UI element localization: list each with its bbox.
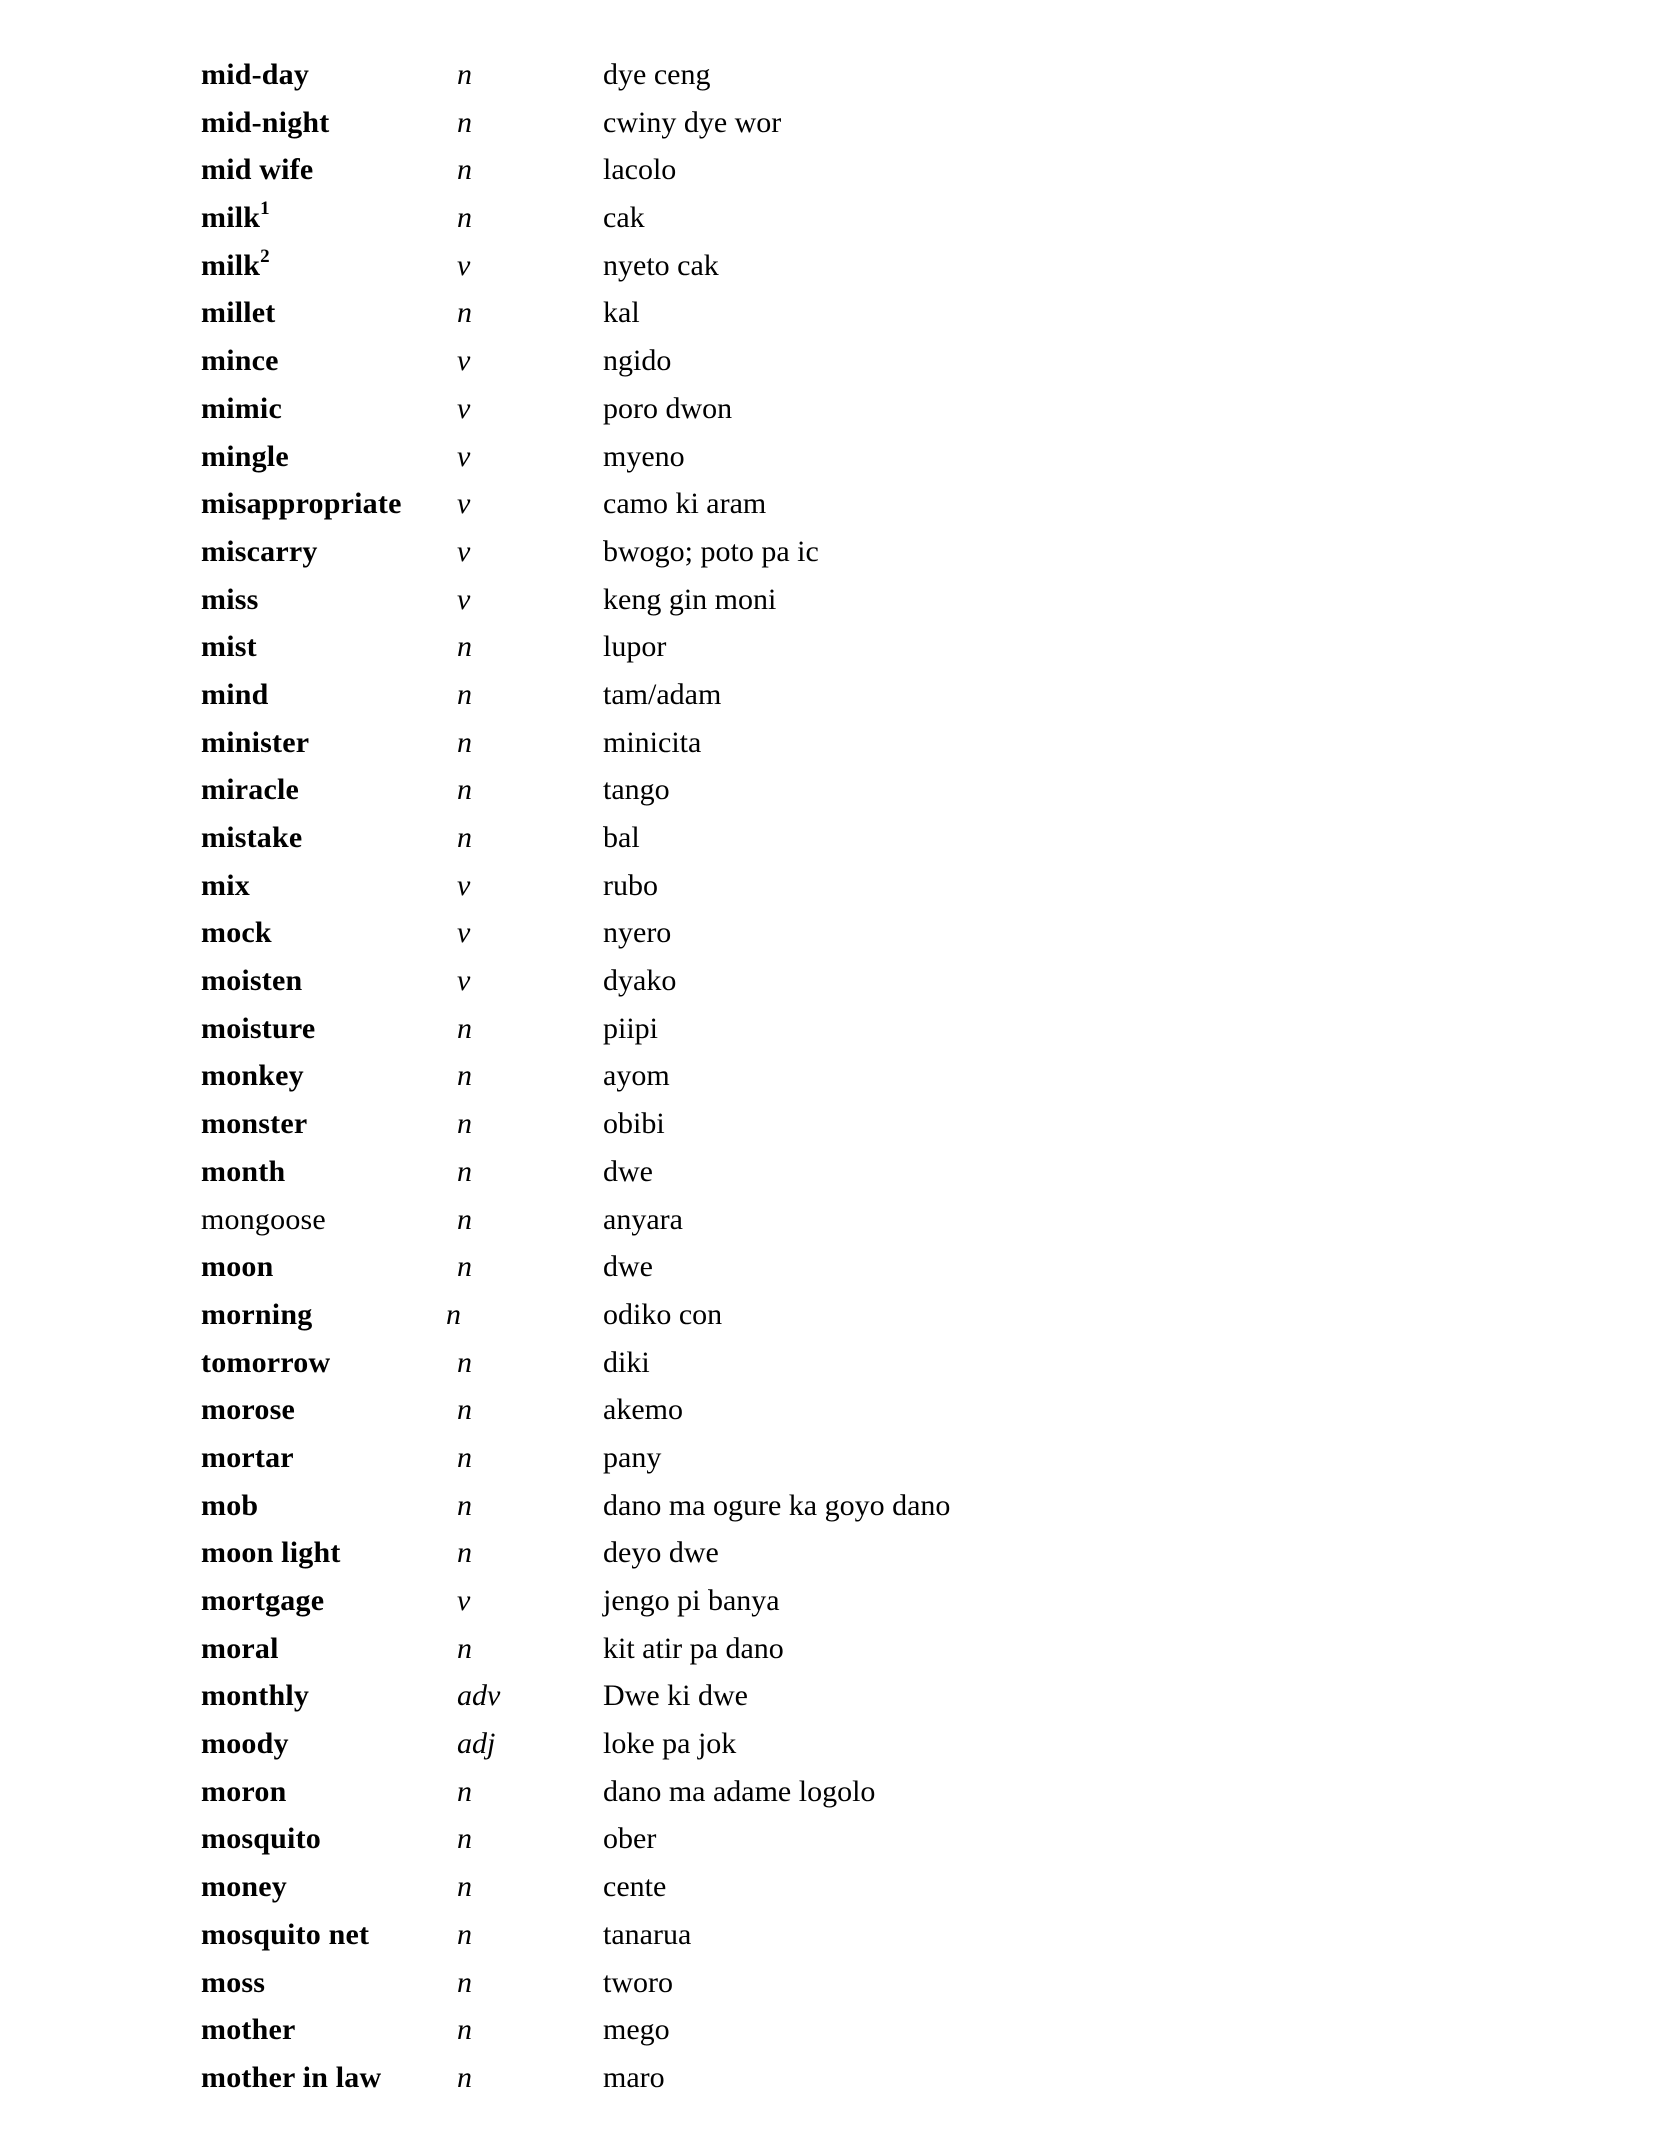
translation-text: tanarua	[603, 1917, 692, 1951]
headword	[201, 1911, 369, 1959]
dictionary-entry-row	[0, 1052, 1654, 1100]
translation-text: Dwe ki dwe	[603, 1679, 748, 1713]
translation-text: lacolo	[603, 153, 677, 187]
part-of-speech-label: n	[457, 2060, 472, 2094]
headword-text: mid-night	[201, 105, 330, 139]
headword-text: mimic	[201, 391, 282, 425]
headword	[201, 99, 330, 147]
part-of-speech-label: n	[457, 725, 472, 759]
headword-text: mosquito net	[201, 1917, 370, 1951]
translation-text: dye ceng	[603, 58, 711, 91]
part-of-speech-label: n	[457, 677, 472, 711]
headword-text: mid-day	[201, 58, 310, 91]
dictionary-entry-row	[0, 1196, 1654, 1244]
translation-text: pany	[603, 1440, 662, 1474]
part-of-speech-label: v	[457, 534, 471, 568]
dictionary-entry-row	[0, 1577, 1654, 1625]
headword	[201, 1386, 295, 1434]
headword	[201, 1482, 258, 1530]
headword-text: monkey	[201, 1059, 304, 1093]
dictionary-entry-row	[0, 1672, 1654, 1720]
dictionary-entry-row	[0, 957, 1654, 1005]
translation-text: kit atir pa dano	[603, 1631, 784, 1665]
dictionary-entry-row	[0, 1482, 1654, 1530]
headword	[201, 671, 269, 719]
translation-text: nyeto cak	[603, 248, 719, 282]
part-of-speech-label: n	[457, 1393, 472, 1427]
headword-text: mist	[201, 630, 257, 664]
part-of-speech-label: v	[457, 248, 471, 282]
translation-text: dano ma adame logolo	[603, 1774, 876, 1808]
translation-text: ngido	[603, 344, 672, 378]
homonym-number-superscript: 1	[260, 198, 270, 220]
dictionary-entry-row	[0, 99, 1654, 147]
translation-text: loke pa jok	[603, 1727, 737, 1761]
headword-text: miracle	[201, 773, 300, 807]
dictionary-entry-row	[0, 1815, 1654, 1863]
headword-text: mongoose	[201, 1202, 326, 1236]
translation-text: dyako	[603, 964, 677, 998]
headword-text: moral	[201, 1631, 279, 1665]
part-of-speech-label: v	[457, 964, 471, 998]
part-of-speech-label: n	[457, 105, 472, 139]
translation-text: dano ma ogure ka goyo dano	[603, 1488, 951, 1522]
dictionary-entry-row	[0, 1863, 1654, 1911]
dictionary-entry-row	[0, 814, 1654, 862]
dictionary-entry-row	[0, 1720, 1654, 1768]
translation-text: piipi	[603, 1011, 659, 1045]
headword	[201, 957, 302, 1005]
headword	[201, 1768, 286, 1816]
dictionary-entry-row	[0, 2006, 1654, 2054]
dictionary-entry-row	[0, 1529, 1654, 1577]
headword	[201, 1148, 285, 1196]
part-of-speech-label: v	[457, 487, 471, 521]
headword	[201, 1720, 289, 1768]
dictionary-entry-row	[0, 146, 1654, 194]
dictionary-entry-row	[0, 337, 1654, 385]
headword	[201, 766, 299, 814]
headword-text: millet	[201, 296, 276, 330]
headword-text: moss	[201, 1965, 266, 1999]
headword-text: mid wife	[201, 153, 314, 187]
translation-text: cak	[603, 201, 645, 235]
headword	[201, 337, 279, 385]
dictionary-entry-row	[0, 671, 1654, 719]
headword-text: moon light	[201, 1536, 341, 1570]
headword	[201, 2054, 381, 2102]
dictionary-entry-row	[0, 51, 1654, 99]
part-of-speech-label: n	[446, 1297, 461, 1331]
headword-text: milk	[201, 201, 261, 235]
translation-text: mego	[603, 2013, 670, 2047]
headword	[201, 2006, 296, 2054]
dictionary-entry-row	[0, 1434, 1654, 1482]
headword	[201, 1100, 307, 1148]
headword	[201, 1577, 324, 1625]
translation-text: dwe	[603, 1250, 653, 1284]
dictionary-entry-row	[0, 1768, 1654, 1816]
part-of-speech-label: v	[457, 344, 471, 378]
headword-text: mock	[201, 916, 272, 950]
dictionary-entry-row	[0, 862, 1654, 910]
part-of-speech-label: n	[457, 2013, 472, 2047]
translation-text: lupor	[603, 630, 667, 664]
part-of-speech-label: n	[457, 1107, 472, 1141]
headword-text: mingle	[201, 439, 289, 473]
headword	[201, 862, 250, 910]
part-of-speech-label: v	[457, 916, 471, 950]
headword-text: mix	[201, 868, 250, 902]
part-of-speech-label: n	[457, 1250, 472, 1284]
headword-text: mortgage	[201, 1584, 325, 1617]
headword	[201, 1196, 326, 1244]
headword	[201, 576, 258, 624]
headword	[201, 528, 318, 576]
part-of-speech-label: n	[457, 773, 472, 807]
headword	[201, 146, 313, 194]
headword	[201, 1529, 341, 1577]
dictionary-entry-row	[0, 1148, 1654, 1196]
headword	[201, 1959, 265, 2007]
headword	[201, 51, 309, 99]
dictionary-entry-row	[0, 1911, 1654, 1959]
part-of-speech-label: n	[457, 1154, 472, 1188]
part-of-speech-label: n	[457, 1345, 472, 1379]
headword-text: month	[201, 1154, 286, 1188]
part-of-speech-label: v	[457, 1584, 471, 1617]
dictionary-entry-row	[0, 1243, 1654, 1291]
translation-text: ober	[603, 1822, 657, 1856]
headword-text: misappropriate	[201, 487, 402, 521]
headword	[201, 289, 276, 337]
headword-text: milk	[201, 248, 261, 282]
headword	[201, 1339, 330, 1387]
entry-list	[0, 51, 1654, 2102]
dictionary-entry-row	[0, 766, 1654, 814]
part-of-speech-label: v	[457, 868, 471, 902]
translation-text: obibi	[603, 1107, 665, 1141]
headword	[201, 1005, 315, 1053]
translation-text: camo ki aram	[603, 487, 767, 521]
part-of-speech-label: n	[457, 153, 472, 187]
part-of-speech-label: v	[457, 391, 471, 425]
translation-text: poro dwon	[603, 391, 733, 425]
dictionary-entry-row	[0, 1625, 1654, 1673]
dictionary-entry-row	[0, 909, 1654, 957]
part-of-speech-label: n	[457, 1917, 472, 1951]
headword	[201, 1434, 294, 1482]
headword-text: mince	[201, 344, 279, 378]
translation-text: anyara	[603, 1202, 683, 1236]
translation-text: tam/adam	[603, 677, 722, 711]
part-of-speech-label: v	[457, 439, 471, 473]
headword	[201, 1815, 321, 1863]
headword-text: monster	[201, 1107, 308, 1141]
translation-text: dwe	[603, 1154, 653, 1188]
part-of-speech-label: n	[457, 201, 472, 235]
headword	[201, 909, 272, 957]
part-of-speech-label: n	[457, 1822, 472, 1856]
part-of-speech-label: n	[457, 1202, 472, 1236]
headword-text: minister	[201, 725, 310, 759]
translation-text: tworo	[603, 1965, 673, 1999]
headword-text: tomorrow	[201, 1345, 331, 1379]
part-of-speech-label: adv	[457, 1679, 501, 1713]
part-of-speech-label: n	[457, 1965, 472, 1999]
dictionary-entry-row	[0, 194, 1654, 242]
dictionary-entry-row	[0, 242, 1654, 290]
translation-text: rubo	[603, 868, 658, 902]
headword	[201, 480, 402, 528]
part-of-speech-label: n	[457, 821, 472, 854]
dictionary-entry-row	[0, 1386, 1654, 1434]
translation-text: tango	[603, 773, 670, 807]
translation-text: akemo	[603, 1393, 683, 1427]
headword	[201, 242, 270, 290]
headword	[201, 194, 270, 242]
headword-text: mosquito	[201, 1822, 321, 1856]
headword-text: moisture	[201, 1011, 316, 1045]
translation-text: deyo dwe	[603, 1536, 719, 1570]
part-of-speech-label: n	[457, 1059, 472, 1093]
headword-text: moron	[201, 1774, 287, 1808]
translation-text: jengo pi banya	[603, 1584, 780, 1617]
headword-text: miss	[201, 582, 259, 616]
headword	[201, 814, 302, 862]
part-of-speech-label: n	[457, 1536, 472, 1570]
headword	[201, 719, 309, 767]
headword-text: moon	[201, 1250, 274, 1284]
dictionary-entry-row	[0, 1959, 1654, 2007]
dictionary-entry-row	[0, 1291, 1654, 1339]
part-of-speech-label: n	[457, 1488, 472, 1522]
translation-text: bal	[603, 821, 640, 854]
headword-text: moody	[201, 1727, 289, 1761]
part-of-speech-label: n	[457, 1631, 472, 1665]
headword-text: mortar	[201, 1440, 294, 1474]
dictionary-entry-row	[0, 385, 1654, 433]
dictionary-entry-row	[0, 623, 1654, 671]
headword-text: mind	[201, 677, 269, 711]
translation-text: ayom	[603, 1059, 670, 1093]
dictionary-entry-row	[0, 528, 1654, 576]
part-of-speech-label: n	[457, 58, 472, 91]
headword-text: mob	[201, 1488, 259, 1522]
dictionary-entry-row	[0, 1339, 1654, 1387]
translation-text: diki	[603, 1345, 650, 1379]
headword	[201, 1291, 312, 1339]
dictionary-entry-row	[0, 480, 1654, 528]
translation-text: cwiny dye wor	[603, 105, 782, 139]
translation-text: nyero	[603, 916, 672, 950]
headword-text: money	[201, 1870, 287, 1904]
headword	[201, 385, 282, 433]
part-of-speech-label: v	[457, 582, 471, 616]
part-of-speech-label: n	[457, 1011, 472, 1045]
headword	[201, 1052, 304, 1100]
translation-text: myeno	[603, 439, 685, 473]
translation-text: cente	[603, 1870, 667, 1904]
dictionary-entry-row	[0, 576, 1654, 624]
part-of-speech-label: n	[457, 296, 472, 330]
translation-text: minicita	[603, 725, 702, 759]
dictionary-entry-row	[0, 1100, 1654, 1148]
headword-text: morose	[201, 1393, 295, 1427]
headword	[201, 1625, 279, 1673]
headword-text: moisten	[201, 964, 303, 998]
headword	[201, 1672, 309, 1720]
dictionary-entry-row	[0, 1005, 1654, 1053]
part-of-speech-label: n	[457, 1870, 472, 1904]
headword-text: mother in law	[201, 2060, 382, 2094]
translation-text: odiko con	[603, 1297, 723, 1331]
translation-text: bwogo; poto pa ic	[603, 534, 819, 568]
dictionary-entry-row	[0, 2054, 1654, 2102]
headword	[201, 623, 257, 671]
translation-text: keng gin moni	[603, 582, 777, 616]
headword-text: miscarry	[201, 534, 318, 568]
headword-text: monthly	[201, 1679, 310, 1713]
part-of-speech-label: n	[457, 1774, 472, 1808]
headword-text: mistake	[201, 821, 303, 854]
dictionary-entry-row	[0, 433, 1654, 481]
part-of-speech-label: n	[457, 630, 472, 664]
translation-text: kal	[603, 296, 640, 330]
headword	[201, 433, 289, 481]
dictionary-entry-row	[0, 719, 1654, 767]
headword	[201, 1243, 273, 1291]
homonym-number-superscript: 2	[260, 245, 270, 267]
headword-text: morning	[201, 1297, 313, 1331]
dictionary-entry-row	[0, 289, 1654, 337]
headword-text: mother	[201, 2013, 296, 2047]
part-of-speech-label: n	[457, 1440, 472, 1474]
part-of-speech-label: adj	[457, 1727, 496, 1761]
headword	[201, 1863, 287, 1911]
translation-text: maro	[603, 2060, 665, 2094]
